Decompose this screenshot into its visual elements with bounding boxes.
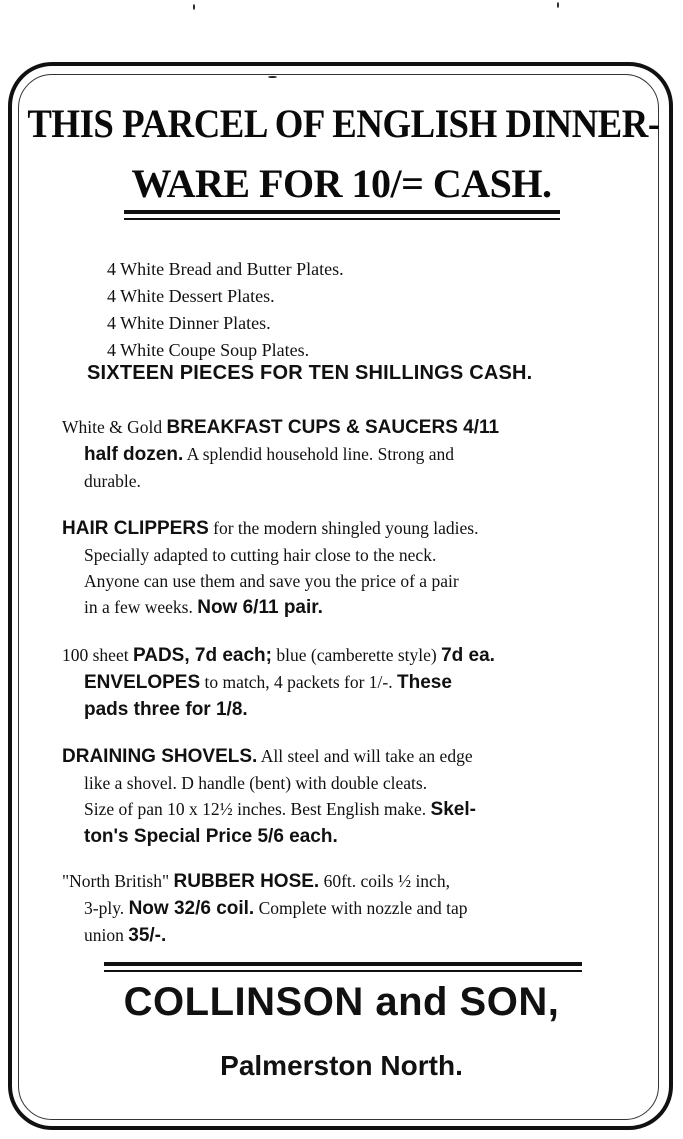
cups-text: White & Gold — [62, 417, 167, 437]
clippers-title: HAIR CLIPPERS — [62, 518, 209, 539]
pads-price: 7d ea. — [441, 645, 495, 666]
clippers-text: for the modern shingled young ladies. — [208, 518, 479, 538]
merchant-location: Palmerston North. — [220, 1050, 463, 1081]
pads-text: 100 sheet — [62, 645, 133, 665]
cups-title: BREAKFAST CUPS & SAUCERS 4/11 — [166, 417, 500, 438]
plates-summary: SIXTEEN PIECES FOR TEN SHILLINGS CASH. — [87, 362, 533, 384]
footer-rule-thin — [104, 970, 582, 972]
pads-text: blue (camberette style) — [272, 645, 442, 665]
headline-line-2: WARE FOR 10/= CASH. — [131, 161, 552, 206]
clippers-text: Specially adapted to cutting hair close to the neck. — [84, 545, 437, 565]
cups-paragraph — [62, 414, 632, 494]
plate-item: 4 White Dinner Plates. — [107, 313, 271, 333]
shovels-price: ton's Special Price 5/6 each. — [84, 826, 338, 847]
hose-price: Now 32/6 coil. — [128, 898, 255, 919]
pads-offer: pads three for 1/8. — [84, 699, 248, 720]
footer-rule-thick — [104, 962, 582, 966]
clippers-paragraph — [62, 515, 632, 621]
clippers-text: Anyone can use them and save you the price of a pair — [84, 571, 459, 591]
plate-item: 4 White Coupe Soup Plates. — [107, 340, 310, 360]
plate-item: 4 White Bread and Butter Plates. — [107, 259, 344, 279]
hose-text: 60ft. coils ½ inch, — [319, 871, 450, 891]
pads-paragraph — [62, 642, 632, 723]
pads-text-bold: These — [396, 672, 452, 693]
shovels-text: All steel and will take an edge — [257, 746, 473, 766]
hose-text: "North British" — [62, 871, 174, 891]
merchant-name: COLLINSON and SON, — [123, 980, 560, 1024]
hose-text: 3-ply. — [84, 898, 129, 918]
headline-rule-thin — [124, 218, 560, 220]
cups-text: durable. — [84, 471, 141, 491]
hose-union-price: 35/-. — [128, 925, 167, 946]
ink-speck — [268, 76, 277, 78]
headline-line-1: THIS PARCEL OF ENGLISH DINNER- — [27, 101, 660, 146]
shovels-text-bold: Skel- — [430, 799, 476, 820]
plates-list — [107, 256, 577, 364]
hose-text: Complete with nozzle and tap — [254, 898, 468, 918]
envelopes-title: ENVELOPES — [84, 672, 201, 693]
pads-text: to match, 4 packets for 1/-. — [200, 672, 397, 692]
hose-title: RUBBER HOSE. — [173, 871, 320, 892]
plate-item: 4 White Dessert Plates. — [107, 286, 275, 306]
shovels-title: DRAINING SHOVELS. — [62, 746, 258, 767]
pads-title: PADS, 7d each; — [132, 645, 272, 666]
hose-text: union — [84, 925, 129, 945]
ink-speck — [193, 4, 195, 10]
cups-text: A splendid household line. Strong and — [183, 444, 454, 464]
clippers-price: Now 6/11 pair. — [197, 597, 323, 618]
shovels-paragraph — [62, 743, 632, 850]
shovels-text: Size of pan 10 x 12½ inches. Best English make. — [84, 799, 431, 819]
shovels-text: like a shovel. D handle (bent) with double cleats. — [84, 773, 428, 793]
hose-paragraph — [62, 868, 632, 949]
headline-rule-thick — [124, 210, 560, 214]
clippers-text: in a few weeks. — [84, 597, 198, 617]
cups-quantity: half dozen. — [84, 444, 184, 465]
ink-speck — [557, 2, 559, 8]
